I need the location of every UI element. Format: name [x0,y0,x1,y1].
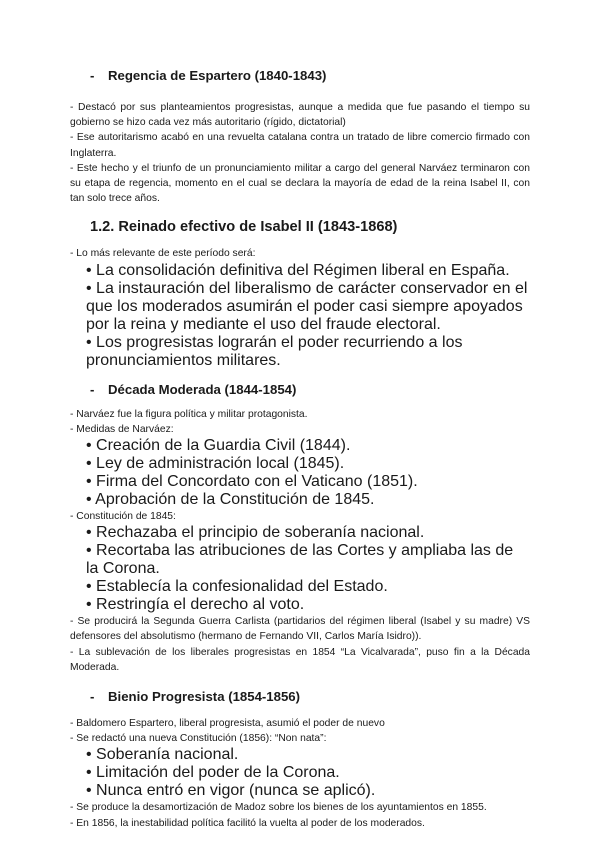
bullet-list-relevante [70,262,530,370]
heading-text: Regencia de Espartero (1840-1843) [108,68,327,83]
paragraph: - Baldomero Espartero, liberal progresista, asumió el poder de nuevo [70,718,385,730]
paragraph: - Narváez fue la figura política y militar protagonista. [70,408,308,420]
heading-text: Bienio Progresista (1854-1856) [108,689,301,705]
heading-bienio-progresista [70,689,530,704]
paragraph: - Se produce la desamortización de Madoz sobre los bienes de los ayuntamientos en 1855. [70,802,487,814]
paragraph: - Medidas de Narváez: [70,423,174,435]
paragraph: - Este hecho y el triunfo de un pronunciamiento militar a cargo del general Narváez terminaron con su etapa de regencia, momento en el cual se declara la mayoría de edad de la reina Isabel II, con tan solo trece años. [70,162,530,205]
list-item: • Restringía el derecho al voto. [86,596,305,614]
heading-dash: - [90,68,95,83]
list-item: • La instauración del liberalismo de carácter conservador en el que los moderados asumirán el poder casi siempre apoyados por la reina y mediante el uso del fraude electoral. [86,279,528,333]
list-item: • Aprobación de la Constitución de 1845. [86,491,375,509]
paragraph: - Destacó por sus planteamientos progresistas, aunque a medida que fue pasando el tiempo su gobierno se hizo cada vez más autoritario (rígido, dictatorial) [70,102,530,129]
paragraph: - Constitución de 1845: [70,511,176,523]
bullet-list-medidas [70,437,530,509]
list-item: • Limitación del poder de la Corona. [86,764,340,782]
paragraph: - Se producirá la Segunda Guerra Carlista (partidarios del régimen liberal (Isabel y su madre) VS defensores del absolutismo (hermano de Fernando VII, Carlos María Isidro)). [70,616,530,643]
list-item: • Soberanía nacional. [86,746,239,764]
heading-regencia-espartero [70,68,530,83]
list-item: • Establecía la confesionalidad del Estado. [86,578,388,596]
list-item: • La consolidación definitiva del Régimen liberal en España. [86,261,510,279]
heading-text: Década Moderada (1844-1854) [108,381,297,397]
heading-reinado-isabel-ii: 1.2. Reinado efectivo de Isabel II (1843-1868) [90,219,398,236]
bullet-list-constitucion-1856 [70,746,530,800]
paragraph: - Se redactó una nueva Constitución (1856): “Non nata”: [70,733,327,745]
bullet-list-constitucion-1845 [70,524,530,614]
list-item: • Creación de la Guardia Civil (1844). [86,437,351,455]
heading-dash: - [90,689,95,705]
list-item: • Firma del Concordato con el Vaticano (1851). [86,473,418,491]
list-item: • Recortaba las atribuciones de las Cortes y ampliaba las de la Corona. [86,542,514,578]
paragraph: - La sublevación de los liberales progresistas en 1854 “La Vicalvarada”, puso fin a la Década Moderada. [70,646,530,673]
list-item: • Ley de administración local (1845). [86,455,345,473]
list-item: • Rechazaba el principio de soberanía nacional. [86,524,425,542]
heading-decada-moderada [70,382,530,397]
list-item: • Nunca entró en vigor (nunca se aplicó). [86,782,376,800]
paragraph: - Lo más relevante de este período será: [70,248,256,260]
paragraph: - En 1856, la inestabilidad política facilitó la vuelta al poder de los moderados. [70,817,425,829]
heading-dash: - [90,381,95,397]
paragraph: - Ese autoritarismo acabó en una revuelta catalana contra un tratado de libre comercio firmado con Inglaterra. [70,132,530,159]
list-item: • Los progresistas lograrán el poder recurriendo a los pronunciamientos militares. [86,333,463,369]
